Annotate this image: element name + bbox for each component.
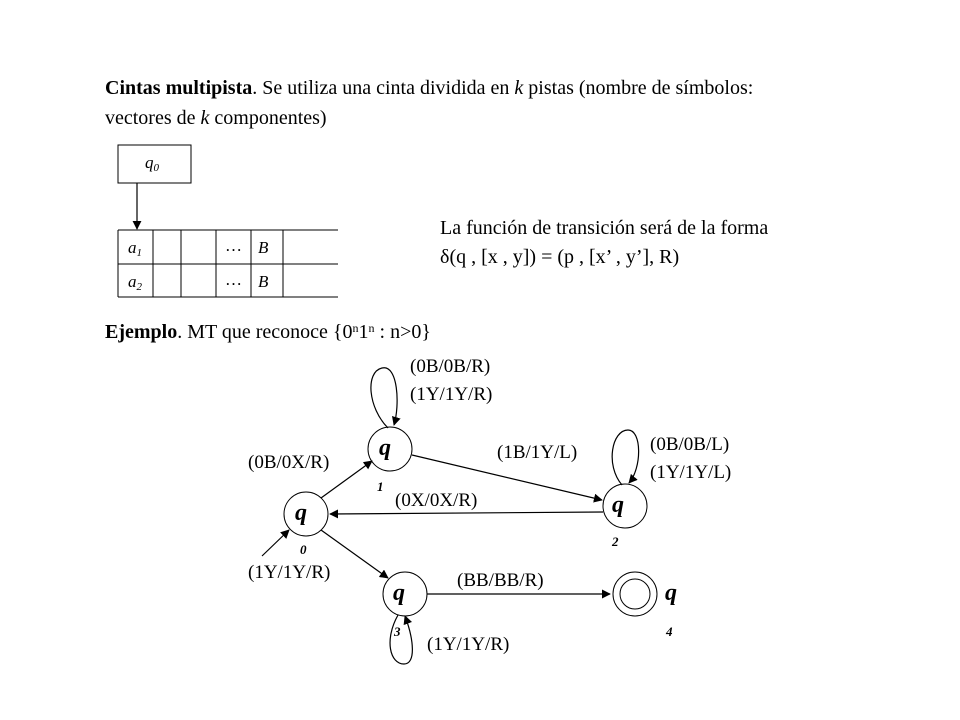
intro-line-2: vectores de k componentes) [105,107,327,129]
edge-q0-q3 [321,530,388,578]
label-q3-q4: (BB/BB/R) [457,570,544,591]
head-state-label: $q_0$ [145,153,159,174]
state-q0-label: q [295,500,307,526]
start-arrow [262,530,289,556]
example-title: Ejemplo [105,321,178,343]
intro-title: Cintas multipista [105,77,253,99]
state-q2-sub: 2 [612,534,619,549]
label-q3-loop: (1Y/1Y/R) [427,634,510,655]
label-q2-loop-b: (1Y/1Y/L) [650,462,732,483]
track1-symbol: $a_1$ [128,238,142,259]
state-q1-label: q [379,435,391,461]
label-q1-loop-a: (0B/0B/R) [410,356,491,377]
track2-symbol: $a_2$ [128,272,142,293]
state-q2-label: q [612,492,624,518]
edge-q2-q0 [330,512,603,514]
loop-q2 [612,430,638,485]
delta-symbol: δ [440,246,450,268]
state-q4-sub: 4 [666,624,673,639]
label-q0-q3: (1Y/1Y/R) [248,562,331,583]
track1-blank: B [258,238,269,257]
label-q0-q1: (0B/0X/R) [248,452,330,473]
track1-dots: … [225,236,242,255]
transition-line-1: La función de transición será de la forma [440,217,769,239]
track2-dots: … [225,270,242,289]
state-q2 [603,484,647,528]
example-line: Ejemplo. MT que reconoce {0$^n$1$^n$ : n>0} [105,321,431,343]
state-q4-label: q [665,580,677,606]
state-q3-sub: 3 [394,624,401,639]
intro-line-1: Cintas multipista. Se utiliza una cinta dividida en k pistas (nombre de símbolos: [105,77,754,99]
state-q3 [383,572,427,616]
state-q0-sub: 0 [300,542,307,557]
state-q1-sub: 1 [377,479,384,494]
label-q1-loop-b: (1Y/1Y/R) [410,384,493,405]
transition-line-2: δ(q , [x , y]) = (p , [x’ , y’], R) [440,246,680,268]
label-q1-q2: (1B/1Y/L) [497,442,578,463]
loop-q1 [371,368,397,428]
track2-blank: B [258,272,269,291]
label-q2-q0: (0X/0X/R) [395,490,478,511]
label-q2-loop-a: (0B/0B/L) [650,434,730,455]
state-q3-label: q [393,580,405,606]
